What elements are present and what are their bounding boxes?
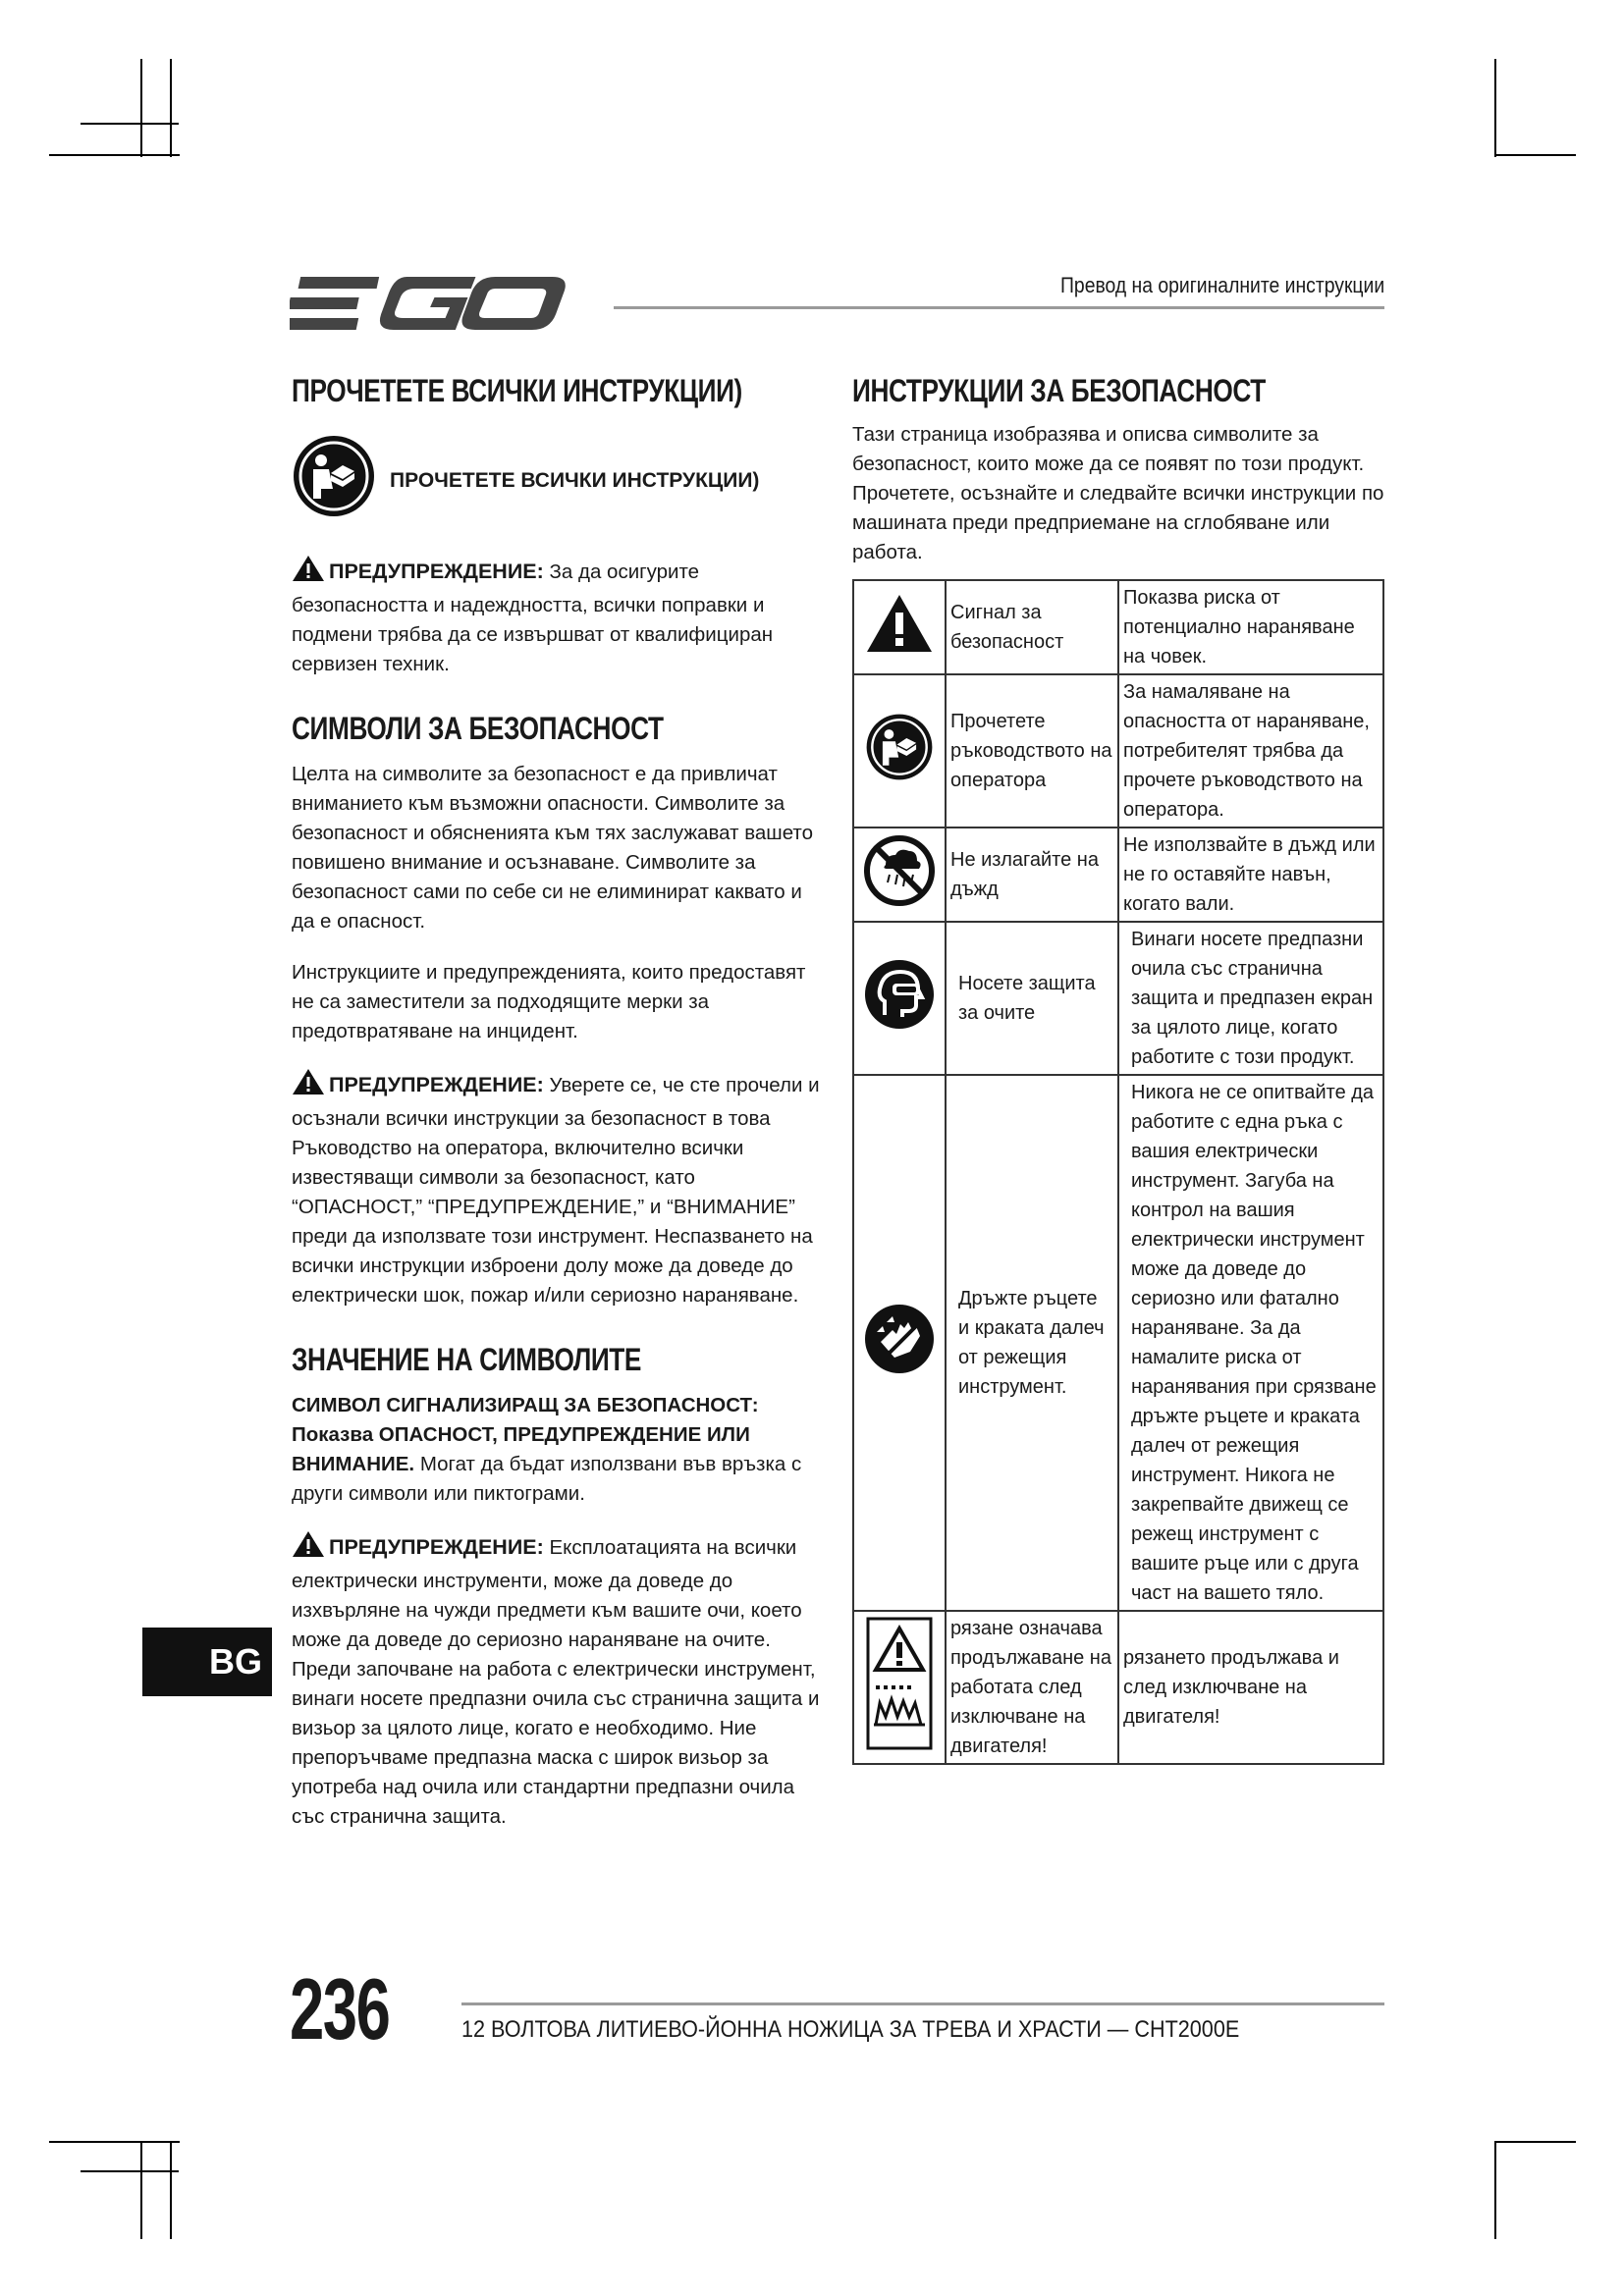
crop-mark: [1494, 59, 1496, 157]
heading-safety-instructions: ИНСТРУКЦИИ ЗА БЕЗОПАСНОСТ: [852, 373, 1266, 408]
language-tab: BG: [142, 1628, 272, 1696]
symbol-name: Дръжте ръцете и краката далеч от режещия инструмент.: [946, 1075, 1118, 1611]
crop-mark: [1494, 154, 1576, 156]
warning-triangle-icon: [292, 555, 325, 591]
warning-triangle-icon: [292, 1068, 325, 1104]
no-rain-icon: [864, 889, 935, 911]
symbol-text: Могат да бъдат използвани във връзка с други символи или пиктограми.: [292, 1453, 802, 1505]
warning-label: ПРЕДУПРЕЖДЕНИЕ:: [329, 560, 544, 583]
heading-symbol-meaning: ЗНАЧЕНИЕ НА СИМВОЛИТЕ: [292, 1342, 641, 1377]
crop-mark: [81, 123, 179, 125]
warning-label: ПРЕДУПРЕЖДЕНИЕ:: [329, 1535, 544, 1559]
crop-mark: [81, 2170, 179, 2172]
table-row: [853, 828, 1383, 922]
symbol-name: Не излагайте на дъжд: [946, 828, 1118, 922]
symbol-name: Сигнал за безопасност: [946, 580, 1118, 674]
warning-paragraph: [292, 555, 822, 679]
footer-rule: [461, 2002, 1384, 2005]
crop-mark: [140, 2141, 142, 2239]
icon-cell: [853, 674, 946, 828]
crop-mark: [170, 59, 172, 157]
symbol-desc: Винаги носете предпазни очила със странична защита и предпазен екран за цялото лице, когато работите с този продукт.: [1118, 922, 1383, 1075]
read-manual-icon: [292, 434, 376, 527]
symbol-desc: Не използвайте в дъжд или не го оставяйте навън, когато вали.: [1118, 828, 1383, 922]
warning-triangle-icon: [292, 1530, 325, 1567]
coast-down-icon: [864, 1735, 935, 1757]
read-all-notice: [292, 434, 822, 527]
warning-text: Експлоатацията на всички електрически инструменти, може да доведе до изхвърляне на чужди предмети към вашите очи, което може да доведе до сериозно нараняване на очите. Преди започване на работа с електрически инструмент, винаги носете предпазни очила със странична защита и визьор за цялото лице, когато е необходимо. Ние препоръчваме предпазна маска с широк визьор за употреба над очила или стандартни предпазни очила със странична защита.: [292, 1536, 820, 1828]
symbol-desc: рязането продължава и след изключване на двигателя!: [1118, 1611, 1383, 1764]
footer-title: 12 ВОЛТОВА ЛИТИЕВО-ЙОННА НОЖИЦА ЗА ТРЕВА И ХРАСТИ — CHT2000E: [461, 2016, 1240, 2043]
page-number: 236: [290, 1960, 390, 2057]
symbol-name: Носете защита за очите: [946, 922, 1118, 1075]
warning-paragraph: [292, 1068, 822, 1310]
warning-label: ПРЕДУПРЕЖДЕНИЕ:: [329, 1073, 544, 1096]
warning-text: За да осигурите безопасността и надеждността, всички поправки и подмени трябва да се извършват от квалифициран сервизен техник.: [292, 561, 774, 675]
crop-mark: [1494, 2141, 1576, 2143]
heading-read-all: ПРОЧЕТЕТЕ ВСИЧКИ ИНСТРУКЦИИ): [292, 373, 742, 408]
crop-mark: [49, 154, 180, 156]
eye-protection-icon: [863, 1014, 936, 1036]
left-column: [292, 371, 822, 1832]
crop-mark: [170, 2141, 172, 2239]
symbol-paragraph: [292, 1391, 822, 1509]
paragraph: Целта на символите за безопасност е да привличат вниманието към възможни опасности. Символите за безопасност и обясненията към тях заслужават вашето повишено внимание и осъзнаване. Символите за безопасност сами по себе си не елиминират каквато и да е опасност.: [292, 763, 813, 933]
symbol-title: СИМВОЛ СИГНАЛИЗИРАЩ ЗА БЕЗОПАСНОСТ: Показва ОПАСНОСТ, ПРЕДУПРЕЖДЕНИЕ ИЛИ ВНИМАНИЕ.: [292, 1394, 759, 1475]
right-column: [852, 371, 1387, 567]
symbol-desc: Показва риска от потенциално нараняване на човек.: [1118, 580, 1383, 674]
table-row: [853, 1611, 1383, 1764]
read-manual-icon: [865, 765, 934, 786]
table-row: [853, 580, 1383, 674]
header-title: Превод на оригиналните инструкции: [1059, 273, 1384, 297]
keep-hands-away-icon: [863, 1359, 936, 1380]
intro-paragraph: Тази страница изобразява и описва символите за безопасност, които може да се появят по този продукт. Прочетете, осъзнайте и следвайте всички инструкции по машината преди предприемане на сглобяване или работа.: [852, 423, 1384, 563]
warning-triangle-icon: [865, 637, 934, 659]
read-all-label: ПРОЧЕТЕТЕ ВСИЧКИ ИНСТРУКЦИИ): [390, 468, 760, 492]
crop-mark: [140, 59, 142, 157]
icon-cell: [853, 1075, 946, 1611]
warning-paragraph: [292, 1530, 822, 1832]
paragraph: Инструкциите и предупрежденията, които предоставят не са заместители за подходящите мерки за предотвратяване на инцидент.: [292, 961, 806, 1042]
symbol-desc: За намаляване на опасността от нараняване, потребителят трябва да прочете ръководството на оператора.: [1118, 674, 1383, 828]
crop-mark: [1494, 2141, 1496, 2239]
crop-mark: [49, 2141, 180, 2143]
symbol-desc: Никога не се опитвайте да работите с една ръка с вашия електрически инструмент. Загуба на контрол на вашия електрически инструмент може да доведе до сериозно или фатално нараняване. За да намалите риска от наранявания при срязване дръжте ръцете и краката далеч от режещия инструмент. Никога не закрепвайте движещ се режещ инструмент с вашите ръце или с друга част на вашето тяло.: [1118, 1075, 1383, 1611]
icon-cell: [853, 580, 946, 674]
icon-cell: [853, 1611, 946, 1764]
header-rule: [614, 306, 1384, 309]
icon-cell: [853, 922, 946, 1075]
warning-text: Уверете се, че сте прочели и осъзнали всички инструкции за безопасност в това Ръководство на оператора, включително всички известяващи символи за безопасност, като “ОПАСНОСТ,” “ПРЕДУПРЕЖДЕНИЕ,” и “ВНИМАНИЕ” преди да използвате този инструмент. Неспазването на всички инструкции изброени долу може да доведе до електрически шок, пожар и/или сериозно нараняване.: [292, 1074, 820, 1307]
table-row: [853, 674, 1383, 828]
symbol-name: Прочетете ръководството на оператора: [946, 674, 1118, 828]
heading-safety-symbols: СИМВОЛИ ЗА БЕЗОПАСНОСТ: [292, 711, 664, 746]
ego-logo: [290, 273, 584, 334]
symbol-name: рязане означава продължаване на работата след изключване на двигателя!: [946, 1611, 1118, 1764]
table-row: [853, 922, 1383, 1075]
symbol-table: [852, 579, 1384, 1765]
table-row: [853, 1075, 1383, 1611]
icon-cell: [853, 828, 946, 922]
